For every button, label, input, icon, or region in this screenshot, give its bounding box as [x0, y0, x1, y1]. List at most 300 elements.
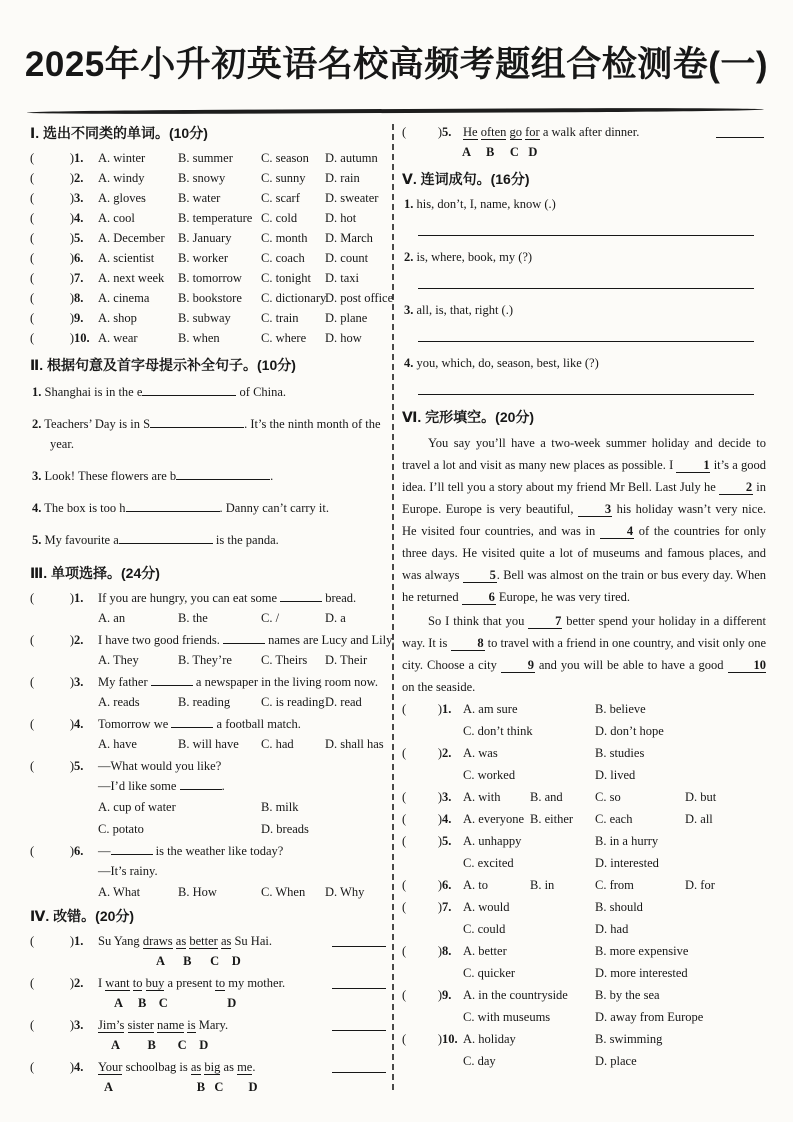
choice-blank — [111, 843, 153, 855]
cloze-item-9 — [402, 984, 766, 1006]
cloze-blank: 5 — [463, 568, 497, 583]
item-number: 5. — [442, 834, 452, 848]
paren-close: ) — [69, 591, 74, 605]
sentence: Shanghai is in the e of China. — [44, 385, 287, 399]
paren-open: ( — [30, 1018, 35, 1032]
option-d: D. don’t hope — [595, 724, 664, 738]
option-b: B. in a hurry — [595, 834, 659, 848]
fill-blank-item-3 — [32, 466, 388, 486]
fill-blank-item-5 — [32, 530, 388, 550]
option-d: D. place — [595, 1054, 637, 1068]
item-number: 4. — [74, 717, 84, 731]
option-a: A. shop — [98, 311, 137, 325]
correction-item-4 — [30, 1057, 388, 1097]
option-d: D. Their — [325, 653, 368, 667]
section-2-heading: Ⅱ. 根据句意及首字母提示补全句子。(10分) — [30, 357, 296, 373]
sentence-row — [30, 1057, 388, 1077]
sentence: He often go for a walk after dinner. — [463, 125, 640, 139]
option-d: D. Why — [325, 885, 365, 899]
option-b: B. They’re — [178, 653, 232, 667]
underlined-word: Your — [98, 1060, 123, 1074]
question-text: —What would you like? — [98, 759, 222, 773]
answer-parens — [402, 808, 442, 830]
cloze-item-10-line-2 — [402, 1050, 766, 1072]
sentence: Look! These flowers are b . — [44, 469, 274, 483]
paren-close: ) — [69, 675, 74, 689]
item-number: 1. — [442, 702, 452, 716]
underlined-word: He — [463, 125, 478, 139]
option-d: D. but — [685, 790, 717, 804]
option-d: D. breads — [261, 822, 309, 836]
option-d: D. read — [325, 695, 362, 709]
underlined-word: go — [509, 125, 523, 139]
option-b: B. either — [530, 812, 574, 826]
option-c: C. had — [261, 737, 294, 751]
option-b: B. snowy — [178, 171, 226, 185]
item-number: 10. — [442, 1032, 458, 1046]
cloze-blank: 2 — [719, 480, 753, 495]
underlined-word: to — [215, 976, 226, 990]
option-b: B. January — [178, 231, 232, 245]
answer-parens — [30, 188, 74, 208]
option-a: A. would — [463, 900, 510, 914]
underlined-word: to — [132, 976, 143, 990]
fill-in-blank — [176, 468, 270, 480]
rearrange-item-1 — [404, 194, 766, 214]
question-text: — is the weather like today? — [98, 844, 284, 858]
paren-close: ) — [69, 717, 74, 731]
item-number: 9. — [442, 988, 452, 1002]
item-number: 4. — [32, 501, 42, 515]
option-b: B. summer — [178, 151, 233, 165]
paren-open: ( — [402, 834, 407, 848]
item-number: 8. — [74, 291, 84, 305]
paren-close: ) — [69, 311, 74, 325]
option-c: C. with museums — [463, 1010, 551, 1024]
options-row — [30, 882, 388, 902]
answer-parens — [30, 630, 74, 650]
paren-open: ( — [402, 746, 407, 760]
item-number: 1. — [74, 151, 84, 165]
s1-row-4 — [30, 208, 388, 228]
fill-in-blank — [142, 384, 236, 396]
cloze-paragraph-2: So I think that you 7 better spend your holiday in a different way. It is 8 to travel with a friend in one country, and visit only one city. Choose a city 9 and you will be able to have a good 10 on the seaside. — [402, 614, 766, 694]
option-b: B. How — [178, 885, 217, 899]
choice-blank — [280, 590, 322, 602]
title-rule — [27, 107, 764, 114]
s1-row-8 — [30, 288, 394, 308]
option-c: C. cold — [261, 211, 298, 225]
answer-parens — [402, 874, 442, 896]
cloze-item-4 — [402, 808, 766, 830]
paren-open: ( — [30, 675, 35, 689]
s1-row-7 — [30, 268, 388, 288]
answer-parens — [402, 896, 442, 918]
option-d: D. count — [325, 251, 369, 265]
item-number: 10. — [74, 331, 90, 345]
item-number: 7. — [74, 271, 84, 285]
choice-letters: A B C D — [104, 1080, 258, 1094]
left-column — [30, 122, 395, 1099]
paren-close: ) — [437, 702, 442, 716]
option-a: A. December — [98, 231, 165, 245]
item-number: 2. — [442, 746, 452, 760]
section-3-heading: Ⅲ. 单项选择。(24分) — [30, 565, 160, 581]
option-b: B. water — [178, 191, 221, 205]
option-c: C. dictionary — [261, 291, 327, 305]
s1-row-10 — [30, 328, 388, 348]
option-a: A. everyone — [463, 812, 525, 826]
option-d: D. for — [685, 878, 715, 892]
cloze-item-1 — [402, 698, 766, 720]
options-row — [30, 650, 388, 670]
s1-row-5 — [30, 228, 388, 248]
item-number: 5. — [74, 231, 84, 245]
underlined-word: want — [105, 976, 130, 990]
option-a: A. gloves — [98, 191, 146, 205]
underlined-word: big — [204, 1060, 221, 1074]
s1-row-2 — [30, 168, 388, 188]
answer-blank — [332, 1030, 386, 1031]
paren-open: ( — [30, 633, 35, 647]
rearrange-item-4 — [404, 353, 766, 373]
paren-open: ( — [30, 331, 35, 345]
sentence: The box is too h . Danny can’t carry it. — [44, 501, 329, 515]
item-number: 3. — [442, 790, 452, 804]
option-a: A. better — [463, 944, 507, 958]
option-c: C. Theirs — [261, 653, 308, 667]
paren-open: ( — [30, 591, 35, 605]
choice-letters: A B C D — [111, 1038, 209, 1052]
option-d: D. had — [595, 922, 629, 936]
choice-letters: A B C D — [156, 954, 241, 968]
item-number: 5. — [32, 533, 42, 547]
paren-close: ) — [437, 900, 442, 914]
paren-close: ) — [437, 812, 442, 826]
underlined-word: buy — [145, 976, 165, 990]
answer-parens — [30, 288, 74, 308]
answer-parens — [30, 1015, 74, 1035]
item-number: 8. — [442, 944, 452, 958]
option-c: C. is reading — [261, 695, 325, 709]
word-list: you, which, do, season, best, like (?) — [416, 356, 599, 370]
answer-parens — [30, 756, 74, 776]
option-c: C. season — [261, 151, 309, 165]
paren-open: ( — [402, 790, 407, 804]
paren-open: ( — [402, 944, 407, 958]
cloze-blank: 4 — [600, 524, 634, 539]
option-d: D. March — [325, 231, 373, 245]
cloze-item-3 — [402, 786, 766, 808]
option-c: C. potato — [98, 822, 144, 836]
option-b: B. should — [595, 900, 643, 914]
answer-parens — [402, 122, 442, 142]
paren-open: ( — [402, 988, 407, 1002]
fill-in-blank — [126, 500, 220, 512]
option-a: A. an — [98, 611, 126, 625]
paren-close: ) — [437, 790, 442, 804]
correction-item-3 — [30, 1015, 388, 1055]
cloze-blank: 7 — [528, 614, 562, 629]
option-a: A. holiday — [463, 1032, 516, 1046]
fill-in-blank — [119, 532, 213, 544]
item-number: 2. — [74, 171, 84, 185]
cloze-item-2 — [402, 742, 766, 764]
item-number: 7. — [442, 900, 452, 914]
option-a: A. reads — [98, 695, 140, 709]
sentence: I want to buy a present to my mother. — [98, 976, 286, 990]
cloze-item-8 — [402, 940, 766, 962]
option-a: A. cool — [98, 211, 135, 225]
answer-parens — [30, 248, 74, 268]
option-a: A. next week — [98, 271, 165, 285]
option-d: D. rain — [325, 171, 360, 185]
question-row — [30, 630, 395, 650]
options-row — [30, 608, 388, 628]
fill-blank-item-1 — [32, 382, 388, 402]
answer-parens — [30, 328, 74, 348]
answer-parens — [30, 973, 74, 993]
answer-parens — [30, 714, 74, 734]
paren-close: ) — [69, 151, 74, 165]
cloze-blank: 3 — [578, 502, 612, 517]
answer-parens — [30, 208, 74, 228]
sentence-row — [402, 122, 766, 142]
choice-blank — [171, 716, 213, 728]
paren-close: ) — [69, 191, 74, 205]
options-row — [30, 797, 388, 817]
answer-parens — [30, 148, 74, 168]
cloze-item-7 — [402, 896, 766, 918]
answer-blank — [332, 1072, 386, 1073]
cloze-blank: 6 — [462, 590, 496, 605]
underlined-word: as — [220, 934, 232, 948]
sentence: Teachers’ Day is in S . It’s the ninth month of the year. — [44, 417, 381, 451]
sentence: Jim’s sister name is Mary. — [98, 1018, 229, 1032]
choice-blank — [151, 674, 193, 686]
sentence: Your schoolbag is as big as me. — [98, 1060, 256, 1074]
choice-blank — [180, 778, 222, 790]
answer-parens — [402, 830, 442, 852]
question-row — [30, 714, 388, 734]
paren-close: ) — [69, 171, 74, 185]
choice-letters: A B C D — [462, 145, 538, 159]
item-number: 2. — [74, 633, 84, 647]
mc-item-6 — [30, 841, 388, 902]
section-1-heading: Ⅰ. 选出不同类的单词。(10分) — [30, 125, 208, 141]
paren-open: ( — [30, 844, 35, 858]
item-number: 2. — [32, 417, 42, 431]
choice-letters: A B C D — [114, 996, 237, 1010]
cloze-item-2-line-2 — [402, 764, 766, 786]
cloze-blank: 8 — [451, 636, 485, 651]
paren-close: ) — [69, 331, 74, 345]
option-b: B. and — [530, 790, 563, 804]
s1-row-6 — [30, 248, 388, 268]
option-d: D. interested — [595, 856, 659, 870]
option-b: B. the — [178, 611, 208, 625]
paren-open: ( — [30, 251, 35, 265]
option-c: C. When — [261, 885, 306, 899]
cloze-item-9-line-2 — [402, 1006, 766, 1028]
question-line-2: —I’d like some . — [98, 779, 225, 793]
option-b: B. bookstore — [178, 291, 242, 305]
paren-close: ) — [437, 746, 442, 760]
item-number: 1. — [74, 591, 84, 605]
cloze-blank: 10 — [728, 658, 767, 673]
option-d: D. away from Europe — [595, 1010, 704, 1024]
option-b: B. subway — [178, 311, 231, 325]
option-c: C. coach — [261, 251, 305, 265]
question-text: I have two good friends. names are Lucy and Lily. — [98, 633, 395, 647]
answer-line — [418, 235, 754, 236]
item-number: 6. — [74, 251, 84, 265]
answer-parens — [30, 228, 74, 248]
options-row — [30, 819, 388, 839]
option-d: D. a — [325, 611, 346, 625]
paren-close: ) — [437, 878, 442, 892]
cloze-item-6 — [402, 874, 766, 896]
s1-row-1 — [30, 148, 388, 168]
paren-open: ( — [30, 231, 35, 245]
paren-open: ( — [30, 291, 35, 305]
option-b: B. studies — [595, 746, 645, 760]
option-c: C. train — [261, 311, 299, 325]
answer-parens — [402, 742, 442, 764]
item-number: 3. — [74, 675, 84, 689]
paren-open: ( — [30, 271, 35, 285]
cloze-item-1-line-2 — [402, 720, 766, 742]
rearrange-item-2 — [404, 247, 766, 267]
cloze-item-10 — [402, 1028, 766, 1050]
fill-blank-item-4 — [32, 498, 388, 518]
question-line-2: —It’s rainy. — [98, 864, 158, 878]
answer-parens — [30, 931, 74, 951]
paren-open: ( — [402, 812, 407, 826]
option-b: B. temperature — [178, 211, 253, 225]
underlined-word: is — [187, 1018, 196, 1032]
question-row — [30, 588, 388, 608]
answer-blank — [332, 988, 386, 989]
answer-parens — [402, 1028, 442, 1050]
option-b: B. tomorrow — [178, 271, 242, 285]
cloze-item-5-line-2 — [402, 852, 766, 874]
sentence: My favourite a is the panda. — [44, 533, 279, 547]
item-number: 4. — [404, 356, 414, 370]
option-d: D. autumn — [325, 151, 378, 165]
option-c: C. / — [261, 611, 280, 625]
option-d: D. lived — [595, 768, 636, 782]
options-row — [30, 692, 388, 712]
option-d: D. shall has — [325, 737, 384, 751]
item-number: 1. — [404, 197, 414, 211]
item-number: 3. — [32, 469, 42, 483]
item-number: 2. — [74, 976, 84, 990]
option-a: A. cinema — [98, 291, 150, 305]
cloze-item-8-line-2 — [402, 962, 766, 984]
option-c: C. quicker — [463, 966, 516, 980]
question-text: If you are hungry, you can eat some bread. — [98, 591, 357, 605]
answer-line — [418, 288, 754, 289]
option-b: B. worker — [178, 251, 228, 265]
paren-open: ( — [30, 151, 35, 165]
fill-in-blank — [150, 416, 244, 428]
option-d: D. hot — [325, 211, 357, 225]
cloze-item-5 — [402, 830, 766, 852]
paren-close: ) — [69, 759, 74, 773]
underlined-word: better — [189, 934, 218, 948]
mc-item-4 — [30, 714, 388, 754]
option-b: B. when — [178, 331, 220, 345]
right-column — [402, 122, 766, 1072]
paren-close: ) — [69, 633, 74, 647]
mc-item-1 — [30, 588, 388, 628]
option-b: B. milk — [261, 800, 299, 814]
item-number: 1. — [32, 385, 42, 399]
cloze-blank: 9 — [501, 658, 535, 673]
item-number: 4. — [442, 812, 452, 826]
word-list: his, don’t, I, name, know (.) — [416, 197, 556, 211]
answer-parens — [30, 1057, 74, 1077]
paren-open: ( — [30, 759, 35, 773]
option-a: A. was — [463, 746, 498, 760]
option-a: A. windy — [98, 171, 145, 185]
option-a: A. What — [98, 885, 141, 899]
sentence-row — [30, 931, 388, 951]
option-a: A. am sure — [463, 702, 518, 716]
paren-close: ) — [69, 1018, 74, 1032]
option-b: B. in — [530, 878, 555, 892]
paren-close: ) — [69, 844, 74, 858]
correction-item-2 — [30, 973, 388, 1013]
answer-parens — [402, 940, 442, 962]
option-a: A. wear — [98, 331, 138, 345]
option-a: A. winter — [98, 151, 146, 165]
underlined-word: name — [157, 1018, 185, 1032]
item-number: 2. — [404, 250, 414, 264]
underlined-word: me — [237, 1060, 253, 1074]
option-b: B. reading — [178, 695, 231, 709]
column-divider — [392, 124, 394, 1090]
correction-item-5 — [402, 122, 766, 162]
answer-parens — [30, 841, 74, 861]
paren-open: ( — [30, 311, 35, 325]
item-number: 4. — [74, 211, 84, 225]
answer-line — [418, 341, 754, 342]
option-a: A. They — [98, 653, 139, 667]
option-a: A. have — [98, 737, 137, 751]
answer-line — [418, 394, 754, 395]
option-a: A. unhappy — [463, 834, 522, 848]
section-4-heading: Ⅳ. 改错。(20分) — [30, 908, 135, 924]
paren-close: ) — [69, 251, 74, 265]
option-a: A. to — [463, 878, 488, 892]
choice-blank — [223, 632, 265, 644]
paren-open: ( — [30, 976, 35, 990]
underlined-word: often — [480, 125, 507, 139]
option-c: C. from — [595, 878, 634, 892]
option-b: B. will have — [178, 737, 239, 751]
correction-item-1 — [30, 931, 388, 971]
answer-parens — [30, 268, 74, 288]
question-row — [30, 672, 388, 692]
option-b: B. by the sea — [595, 988, 660, 1002]
sentence: Su Yang draws as better as Su Hai. — [98, 934, 272, 948]
word-list: all, is, that, right (.) — [416, 303, 514, 317]
cloze-item-7-line-2 — [402, 918, 766, 940]
option-d: D. taxi — [325, 271, 360, 285]
option-a: A. scientist — [98, 251, 155, 265]
